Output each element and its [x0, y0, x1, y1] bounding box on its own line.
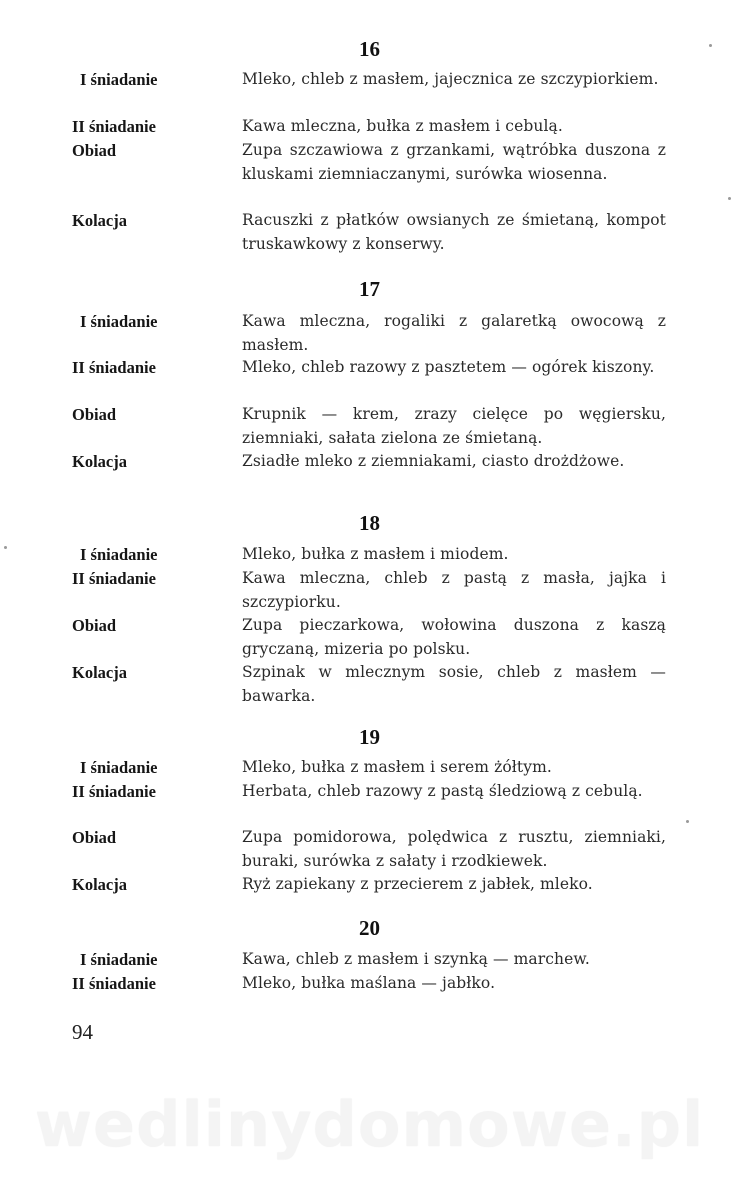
- meal-description: Krupnik — krem, zrazy cielęce po węgiersku, ziemniaki, sałata zielona ze śmietaną.: [242, 405, 666, 447]
- meal-description: Mleko, bułka z masłem i serem żółtym.: [242, 758, 552, 776]
- day-number: 17: [359, 277, 380, 301]
- meal-description: Herbata, chleb razowy z pastą śledziową z cebulą.: [242, 782, 643, 800]
- meal-label: I śniadanie: [80, 950, 158, 969]
- meal-description: Zupa pieczarkowa, wołowina duszona z kaszą gryczaną, mizeria po polsku.: [242, 616, 666, 658]
- meal-description: Szpinak w mlecznym sosie, chleb z masłem — bawarka.: [242, 663, 666, 705]
- day-number: 19: [359, 725, 380, 749]
- meal-label: II śniadanie: [72, 117, 156, 136]
- meal-label: Obiad: [72, 141, 117, 160]
- meal-description: Ryż zapiekany z przecierem z jabłek, mleko.: [242, 875, 593, 893]
- page-number: 94: [72, 1020, 93, 1044]
- meal-label: II śniadanie: [72, 782, 156, 801]
- meal-label: Kolacja: [72, 875, 127, 894]
- meal-description: Kawa, chleb z masłem i szynką — marchew.: [242, 950, 590, 968]
- meal-description: Kawa mleczna, chleb z pastą z masła, jajka i szczypiorku.: [242, 569, 666, 611]
- meal-label: Kolacja: [72, 211, 127, 230]
- meal-description: Zupa szczawiowa z grzankami, wątróbka duszona z kluskami ziemniaczanymi, surówka wiosenna.: [242, 141, 666, 183]
- meal-description: Kawa mleczna, bułka z masłem i cebulą.: [242, 117, 563, 135]
- meal-description: Mleko, bułka maślana — jabłko.: [242, 974, 496, 992]
- meal-label: I śniadanie: [80, 545, 158, 564]
- meal-description: Zsiadłe mleko z ziemniakami, ciasto drożdżowe.: [242, 452, 625, 470]
- meal-label: Obiad: [72, 828, 117, 847]
- meal-label: Kolacja: [72, 452, 127, 471]
- scan-speck: [686, 820, 689, 823]
- meal-description: Zupa pomidorowa, polędwica z rusztu, ziemniaki, buraki, surówka z sałaty i rzodkiewek.: [242, 828, 666, 870]
- meal-description: Kawa mleczna, rogaliki z galaretką owocową z masłem.: [242, 312, 666, 354]
- day-number: 16: [359, 37, 380, 61]
- meal-label: II śniadanie: [72, 974, 156, 993]
- meal-label: I śniadanie: [80, 312, 158, 331]
- meal-label: Kolacja: [72, 663, 127, 682]
- meal-label: Obiad: [72, 405, 117, 424]
- meal-description: Mleko, bułka z masłem i miodem.: [242, 545, 509, 563]
- meal-label: II śniadanie: [72, 358, 156, 377]
- scan-speck: [709, 44, 712, 47]
- meal-label: II śniadanie: [72, 569, 156, 588]
- scan-speck: [4, 546, 7, 549]
- meal-description: Mleko, chleb z masłem, jajecznica ze szczypiorkiem.: [242, 70, 659, 88]
- meal-label: I śniadanie: [80, 758, 158, 777]
- meal-label: I śniadanie: [80, 70, 158, 89]
- day-number: 18: [359, 511, 380, 535]
- meal-description: Mleko, chleb razowy z pasztetem — ogórek kiszony.: [242, 358, 655, 376]
- meal-description: Racuszki z płatków owsianych ze śmietaną, kompot truskawkowy z konserwy.: [242, 211, 666, 253]
- meal-label: Obiad: [72, 616, 117, 635]
- day-number: 20: [359, 916, 380, 940]
- watermark: wedlinydomowe.pl: [34, 1088, 705, 1161]
- scan-speck: [728, 197, 731, 200]
